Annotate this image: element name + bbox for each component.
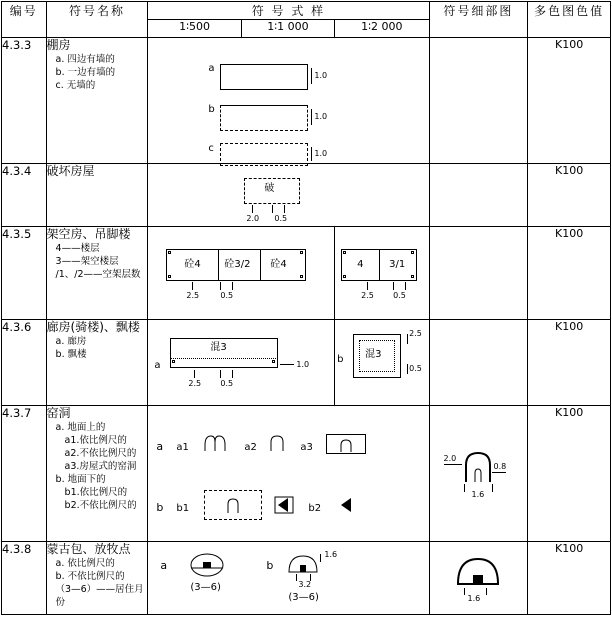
dim-tick [393,282,394,290]
row-code: 4.3.7 [2,406,47,542]
table-row [2,542,611,615]
sample-label-b: b [337,354,344,365]
sample-b-height: 3.2 [298,580,312,589]
dim-tick [220,370,221,378]
sample-dim-a1: 2.5 [186,291,200,300]
sample-label-b: b [266,559,274,572]
dim-tick [407,334,408,344]
row-name-sub: b. 地面下的 [55,474,106,485]
sample-b-width: 1.6 [324,550,338,559]
sample-dim-a: 1.0 [296,360,310,369]
dim-tick [407,364,408,374]
dim-tick [486,588,487,595]
table-header-row-1 [2,2,611,20]
sample-a-months: (3—6) [190,582,221,593]
sample-dim-a: 1.0 [314,71,328,80]
corner-dot [411,275,414,278]
dim-tick [252,205,253,213]
row-name-sub: a. 廊房 [55,336,87,347]
dim-tick [405,282,406,290]
row-sample-cell [148,320,335,406]
header-scale-2000: 1∶2 000 [335,20,429,38]
cave-dwelling-a3-icon [339,439,353,453]
dim-tick [311,68,312,84]
sample-label-a: a [160,559,168,572]
row-name-title: 破坏房屋 [46,164,95,178]
row-name-sub: b1.依比例尺的 [64,487,128,498]
yurt-b-icon [288,554,318,574]
detail-dim-right: 0.8 [493,462,507,471]
row-sample-cell [148,164,429,227]
stilt-divider [260,249,261,281]
table-row [2,320,611,406]
row-name-sub: b. 不依比例尺的 [55,571,125,582]
arcade-inner-line [170,358,278,359]
row-name-title: 廊房(骑楼)、飘楼 [46,320,140,334]
row-code: 4.3.6 [2,320,47,406]
row-sample-cell [148,406,429,542]
table-row [2,227,611,320]
row-name-sub: a. 地面上的 [55,422,106,433]
sample-label-a: a [156,440,164,453]
row-code: 4.3.3 [2,38,47,164]
shed-box-a [220,64,308,90]
row-sample-cell [148,38,429,164]
row-name-sub: a. 依比例尺的 [55,558,115,569]
sample-dim-left: 2.0 [246,214,260,223]
corner-dot [411,251,414,254]
row-name-sub: /1、/2——空架层数 [55,269,141,280]
cave-dwelling-b1-icon [226,498,240,514]
row-code: 4.3.5 [2,227,47,320]
row-code: 4.3.8 [2,542,47,615]
row-detail-cell [429,406,528,542]
corner-dot [300,275,303,278]
row-color: K100 [528,227,611,320]
row-name-title: 架空房、吊脚楼 [46,227,131,241]
header-code: 编号 [2,2,47,38]
symbol-spec-table [1,1,611,615]
detail-dim-bottom: 1.6 [471,490,485,499]
dim-tick [492,484,493,492]
stilt-label-right: 砼4 [270,259,287,270]
row-color: K100 [528,164,611,227]
dim-tick [464,484,465,492]
shed-box-b-solid-edge [220,105,308,106]
row-color: K100 [528,406,611,542]
header-detail: 符号细部图 [429,2,528,38]
stilt2-label-left: 4 [357,259,364,270]
header-sample-group: 符 号 式 样 [148,2,429,20]
sample-label-a: a [154,360,161,371]
row-detail-cell [429,38,528,164]
corner-dot [168,275,171,278]
row-code: 4.3.4 [2,164,47,227]
row-sample-cell [335,320,429,406]
stilt-divider [218,249,219,281]
sample-dim-b1: 2.5 [361,291,374,300]
row-detail-cell [429,320,528,406]
stilt-label-mid: 砼3/2 [224,259,251,270]
sample-dim-right: 0.5 [274,214,288,223]
row-name [46,164,148,227]
sample-label-a3: a3 [300,442,313,453]
arcade-glyph: 混3 [210,342,227,353]
row-sample-cell [335,227,429,320]
cave-dwelling-b2-icon [338,496,356,514]
dim-tick [232,282,233,290]
sample-dim-c: 1.0 [314,149,328,158]
dim-tick [296,574,297,581]
yurt-a-icon [190,552,224,578]
corner-dot [172,360,175,363]
sample-dim-a1: 2.5 [188,379,202,388]
yurt-detail-icon [456,556,500,588]
row-name-sub: b2.不依比例尺的 [64,500,137,511]
sample-dim-b1: 2.5 [409,329,422,338]
sample-label-b: b [156,501,164,514]
dim-tick [232,370,233,378]
dim-tick [320,554,321,562]
shed-box-b [220,105,308,131]
row-detail-cell [429,164,528,227]
corner-dot [343,275,346,278]
sample-b-months: (3—6) [288,592,319,603]
row-name [46,320,148,406]
detail-dim-line [492,472,506,473]
row-name-sub: c. 无墙的 [55,80,96,91]
stilt-label-left: 砼4 [184,259,201,270]
row-name-sub: b. 一边有墙的 [55,67,116,78]
sample-label-a1: a1 [176,442,189,453]
table-row [2,164,611,227]
detail-dim-line [444,464,462,465]
row-color: K100 [528,542,611,615]
cave-entrance-marker-icon [274,496,294,514]
dim-tick [192,282,193,290]
row-detail-cell [429,542,528,615]
sample-dim-b2: 0.5 [409,364,422,373]
header-scale-1000: 1∶1 000 [241,20,334,38]
row-name [46,406,148,542]
corner-dot [272,360,275,363]
cave-detail-icon [464,451,492,483]
corner-dot [343,251,346,254]
sample-label-b1: b1 [176,503,190,514]
cave-dwelling-a2-icon [270,435,284,452]
row-sample-cell [148,542,429,615]
row-name [46,542,148,615]
row-name-sub: a. 四边有墙的 [55,54,115,65]
ruined-house-glyph: 破 [264,183,275,194]
sample-label-b: b [208,104,215,115]
sample-dim-a2: 0.5 [220,379,234,388]
sample-dim-b: 1.0 [314,112,328,121]
spec-table-page [0,1,612,644]
sample-dim-a2: 0.5 [220,291,234,300]
row-name-sub: a3.房屋式的窑洞 [64,461,137,472]
stilt-divider [379,249,380,281]
dim-tick [272,205,273,213]
row-name-sub: a2.不依比例尺的 [64,448,137,459]
cave-dwelling-a1-icon [204,434,226,452]
detail-dim-width: 1.6 [467,594,481,603]
row-name [46,38,148,164]
row-color: K100 [528,320,611,406]
header-name: 符号名称 [46,2,148,38]
sample-label-a: a [208,63,215,74]
row-name-sub: a1.依比例尺的 [64,435,127,446]
corner-dot [168,251,171,254]
header-color: 多色图色值 [528,2,611,38]
row-sample-cell [148,227,335,320]
row-name [46,227,148,320]
row-name-title: 窑洞 [46,406,71,420]
row-name-sub: 3——架空楼层 [55,256,119,267]
sample-label-b2: b2 [308,503,322,514]
row-name-sub: b. 飘楼 [55,349,87,360]
dim-tick [311,109,312,125]
row-detail-cell [429,227,528,320]
dim-tick [311,147,312,161]
dim-tick [464,588,465,595]
sample-dim-b2: 0.5 [393,291,406,300]
table-row [2,38,611,164]
table-row [2,406,611,542]
row-name-sub: （3—6）——居住月份 [55,584,144,608]
row-name-sub: 4——楼层 [55,243,100,254]
detail-dim-left: 2.0 [443,454,457,463]
dim-leader [280,364,294,365]
dim-tick [367,282,368,290]
corner-dot [300,251,303,254]
sample-label-c: c [208,143,214,154]
row-color: K100 [528,38,611,164]
row-name-title: 棚房 [46,38,71,52]
dim-tick [194,370,195,378]
stilt2-label-right: 3/1 [389,259,406,270]
header-scale-500: 1∶500 [148,20,241,38]
overhang-glyph: 混3 [365,349,382,360]
dim-tick [220,282,221,290]
row-name-title: 蒙古包、放牧点 [46,542,131,556]
sample-label-a2: a2 [244,442,257,453]
dim-tick [284,205,285,213]
